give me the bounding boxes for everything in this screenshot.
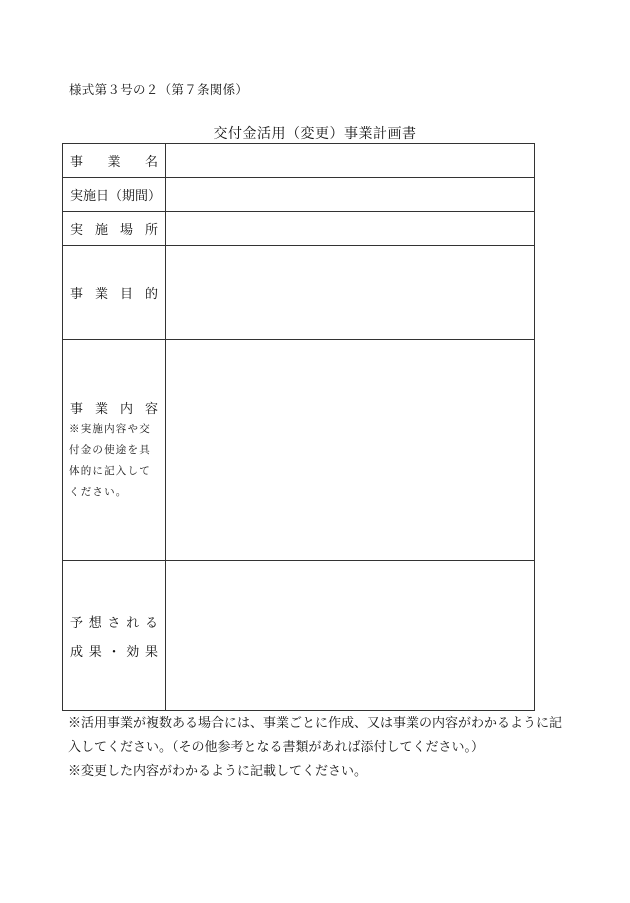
row-date: [63, 178, 535, 212]
label-char: 名: [144, 155, 158, 170]
label-char: 所: [144, 223, 158, 238]
label-date: [63, 178, 166, 212]
document-title: 交付金活用（変更）事業計画書: [213, 126, 417, 142]
label-date-text: 実施日（期間）: [70, 189, 162, 204]
field-venue[interactable]: [166, 212, 535, 246]
field-results[interactable]: [166, 561, 535, 711]
row-results: [63, 561, 535, 711]
label-char: 業: [107, 155, 121, 170]
label-char: 果: [88, 644, 102, 660]
label-char: る: [144, 615, 158, 631]
label-char: ・: [107, 644, 121, 660]
label-char: 成: [70, 644, 84, 660]
label-char: 施: [94, 223, 108, 238]
field-date[interactable]: [166, 178, 535, 212]
row-content: [63, 340, 535, 561]
label-char: 容: [144, 401, 158, 417]
footnote: ※変更した内容がわかるように記載してください。: [68, 764, 368, 779]
label-project-name: [63, 144, 166, 178]
label-char: 場: [119, 223, 133, 238]
row-venue: [63, 212, 535, 246]
label-venue: [63, 212, 166, 246]
content-note: ※実施内容や交付金の使途を具体的に記入してください。: [69, 422, 151, 498]
field-project-name[interactable]: [166, 144, 535, 178]
label-char: 効: [126, 644, 140, 660]
label-content: [63, 340, 166, 561]
label-char: 業: [94, 287, 108, 302]
label-char: 業: [94, 401, 108, 417]
label-char: 想: [88, 615, 102, 631]
footnotes: [68, 712, 568, 784]
label-char: れ: [126, 615, 140, 631]
footnote: ※活用事業が複数ある場合には、事業ごとに作成、又は事業の内容がわかるように記入してください。（その他参考となる書類があれば添付してください。）: [68, 716, 563, 755]
row-project-name: [63, 144, 535, 178]
form-number: 様式第３号の２（第７条関係）: [69, 82, 249, 97]
label-char: 目: [119, 287, 133, 302]
label-purpose: [63, 246, 166, 340]
label-char: 事: [70, 401, 84, 417]
plan-table: [62, 143, 535, 711]
label-char: 事: [70, 155, 84, 170]
label-char: 事: [70, 287, 84, 302]
label-char: 実: [70, 223, 84, 238]
label-char: 内: [119, 401, 133, 417]
label-results: [63, 561, 166, 711]
label-char: 果: [144, 644, 158, 660]
label-char: 的: [144, 287, 158, 302]
label-char: 予: [70, 615, 84, 631]
label-char: さ: [107, 615, 121, 631]
row-purpose: [63, 246, 535, 340]
field-content[interactable]: [166, 340, 535, 561]
field-purpose[interactable]: [166, 246, 535, 340]
